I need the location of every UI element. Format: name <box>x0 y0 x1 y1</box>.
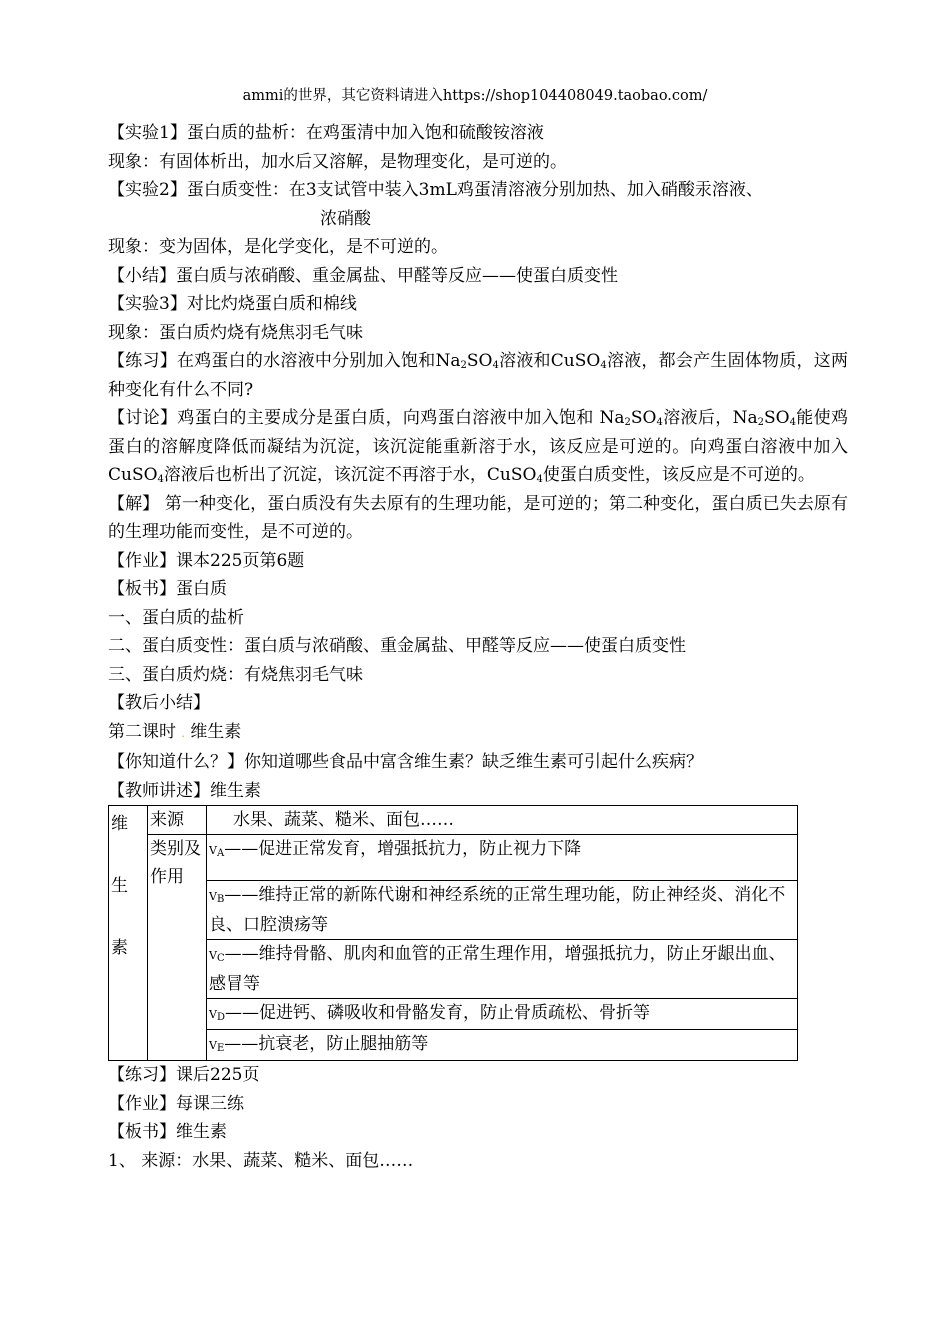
do-you-know: 【你知道什么？】你知道哪些食品中富含维生素？缺乏维生素可引起什么疾病？ <box>108 752 703 772</box>
source-value: 水果、蔬菜、糙米、面包…… <box>207 806 798 835</box>
vitamin-table <box>108 805 798 1061</box>
vitamin-a-row: $V_A——$促进正常发育，增强抵抗力，防止视力下降 <box>207 835 798 881</box>
experiment-1: 【实验1】蛋白质的盐析：在鸡蛋清中加入饱和硫酸铵溶液 <box>108 123 544 143</box>
experiment-1-observation: 现象：有固体析出，加水后又溶解，是物理变化，是可逆的。 <box>108 151 567 172</box>
category-label: 类别及作用 <box>148 835 207 1061</box>
summary: 【小结】蛋白质与浓硝酸、重金属盐、甲醛等反应——使蛋白质变性 <box>108 265 618 286</box>
discussion: 【讨论】鸡蛋白的主要成分是蛋白质，向鸡蛋白溶液中加入饱和 $Na_2SO_4$溶液后，$Na_2SO_4$能使鸡蛋白的溶解度降低而凝结为沉淀，该沉淀能重新溶于水，该反应是可逆的。向鸡蛋白溶液中加入CuSO$_4$溶液后也析出了沉淀，该沉淀不再溶于水，CuSO$_4$使蛋白质变性，该反应是不可逆的。 <box>108 408 848 485</box>
teacher-lecture: 【教师讲述】维生素 <box>108 780 261 801</box>
answer: 【解】 第一种变化，蛋白质没有失去原有的生理功能，是可逆的；第二种变化，蛋白质已失去原有的生理功能而变性，是不可逆的。 <box>108 493 848 542</box>
experiment-2-observation: 现象：变为固体，是化学变化，是不可逆的。 <box>108 237 448 257</box>
practice-2: 【练习】课后225页 <box>108 1065 260 1085</box>
board-heading-1: 【板书】蛋白质 <box>108 579 227 599</box>
experiment-2-continued: 浓硝酸 <box>320 208 371 229</box>
lesson-2-title: 第二课时 . 维生素 <box>108 721 242 742</box>
vitamin-d-row: $V_D——$促进钙、磷吸收和骨骼发育，防止骨质疏松、骨折等 <box>207 999 798 1030</box>
practice-question: 【练习】在鸡蛋白的水溶液中分别加入饱和$Na_2SO_4$溶液和CuSO$_4$溶液，都会产生固体物质，这两种变化有什么不同? <box>108 351 849 400</box>
vitamin-b-row: $V_B——$维持正常的新陈代谢和神经系统的正常生理功能，防止神经炎、消化不良、口腔溃疡等 <box>207 881 798 940</box>
board-item-2: 二、蛋白质变性：蛋白质与浓硝酸、重金属盐、甲醛等反应——使蛋白质变性 <box>108 636 686 656</box>
vitamin-vertical-label: 维 生 素 <box>109 806 148 1061</box>
board-heading-2: 【板书】维生素 <box>108 1122 227 1142</box>
experiment-2: 【实验2】蛋白质变性：在3支试管中装入3mL鸡蛋清溶液分别加热、加入硝酸汞溶液、 <box>108 180 763 200</box>
document-body <box>108 119 848 1175</box>
source-label: 来源 <box>148 806 207 835</box>
source-line: 1、 来源：水果、蔬菜、糙米、面包…… <box>108 1150 414 1171</box>
experiment-3: 【实验3】对比灼烧蛋白质和棉线 <box>108 294 357 314</box>
experiment-3-observation: 现象：蛋白质灼烧有烧焦羽毛气味 <box>108 322 363 343</box>
board-item-3: 三、蛋白质灼烧：有烧焦羽毛气味 <box>108 664 363 685</box>
watermark-header: ammi的世界，其它资料请进入https://shop104408049.taobao.com/ <box>242 88 708 104</box>
board-item-1: 一、蛋白质的盐析 <box>108 607 244 628</box>
homework-2: 【作业】每课三练 <box>108 1093 244 1114</box>
homework-1: 【作业】课本225页第6题 <box>108 550 305 571</box>
vitamin-c-row: $V_C——$维持骨骼、肌肉和血管的正常生理作用，增强抵抗力，防止牙龈出血、感冒等 <box>207 940 798 999</box>
vitamin-e-row: $V_E——$抗衰老，防止腿抽筋等 <box>207 1030 798 1061</box>
after-class-summary: 【教后小结】 <box>108 693 210 713</box>
